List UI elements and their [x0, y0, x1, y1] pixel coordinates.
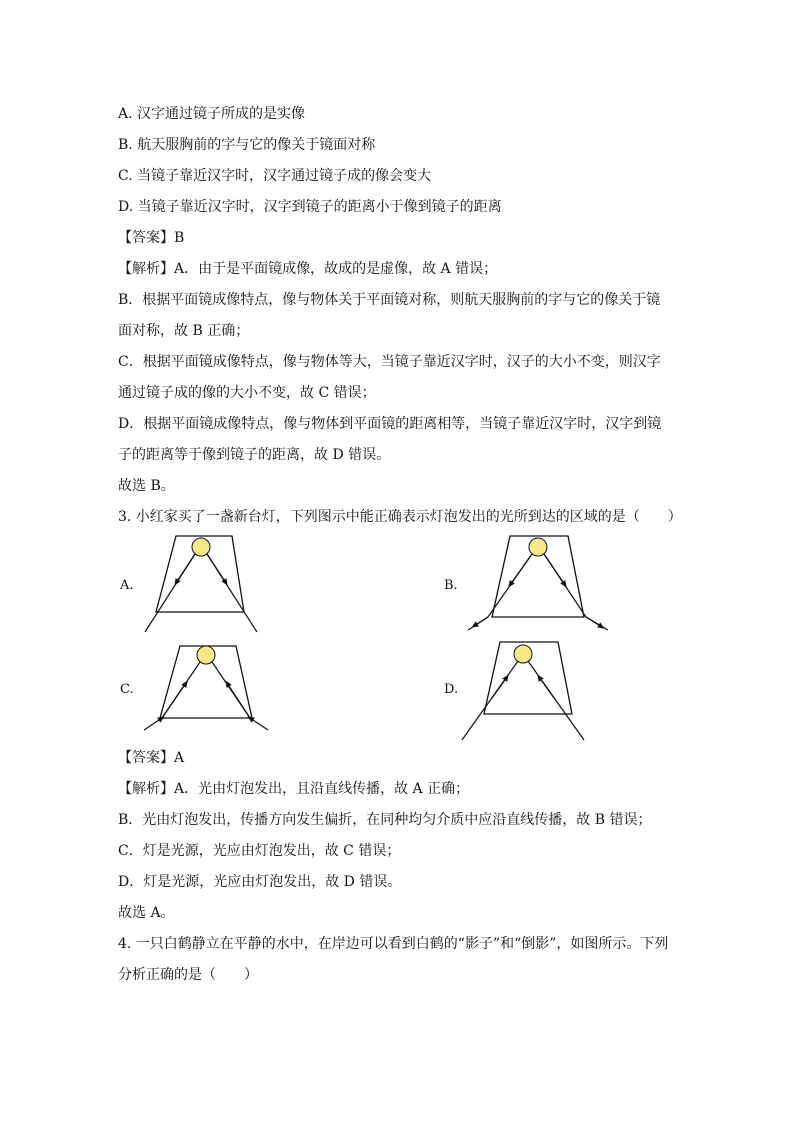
figure-label-b: B. [444, 578, 458, 593]
analysis-q3-line: 【解析】A．光由灯泡发出，且沿直线传播，故 A 正确； [118, 781, 470, 797]
figure-label-a: A. [120, 578, 134, 593]
question-4-line: 4. 一只白鹤静立在平静的水中，在岸边可以看到白鹤的“影子”和“倒影”，如图所示。下列 [118, 936, 669, 952]
ray-arrow [176, 554, 195, 583]
bulb-icon [529, 538, 547, 556]
analysis-q2-line: C．根据平面镜成像特点，像与物体等大，当镜子靠近汉字时，汉子的大小不变，则汉字 [118, 354, 661, 370]
option-a: A. 汉字通过镜子所成的是实像 [118, 106, 306, 122]
ray-arrow [510, 554, 532, 585]
ray-arrow [227, 683, 250, 718]
option-b: B. 航天服胸前的字与它的像关于镜面对称 [118, 137, 376, 153]
ray-arrow [474, 617, 488, 626]
figure-label-d: D. [444, 682, 459, 697]
analysis-q2-line: 面对称，故 B 正确； [118, 323, 250, 339]
lamp-figure-c [140, 640, 270, 740]
light-ray [528, 661, 584, 740]
light-ray [468, 554, 532, 630]
choice-q2: 故选 B。 [118, 478, 175, 494]
analysis-q2-line: 通过镜子成的像的大小不变，故 C 错误； [118, 385, 376, 401]
lamp-figure-b [466, 532, 616, 634]
analysis-q2-line: D．根据平面镜成像特点，像与物体到平面镜的距离相等，当镜子靠近汉字时，汉字到镜 [118, 416, 662, 432]
analysis-q2-line: 【解析】A．由于是平面镜成像，故成的是虚像，故 A 错误； [118, 261, 498, 277]
answer-q3: 【答案】A [118, 750, 185, 766]
ray-arrow [250, 718, 268, 730]
choice-q3: 故选 A。 [118, 905, 175, 921]
ray-arrow [207, 554, 226, 583]
bulb-icon [514, 645, 532, 663]
question-4-line: 分析正确的是（ ） [118, 967, 258, 983]
analysis-q2-line: 子的距离等于像到镜子的距离，故 D 错误。 [118, 447, 391, 463]
ray-arrow [144, 718, 162, 730]
bulb-icon [192, 538, 210, 556]
bulb-icon [197, 646, 215, 664]
ray-arrow [162, 683, 186, 718]
lamp-figure-a [140, 532, 270, 634]
ray-arrow [586, 617, 602, 627]
ray-arrow [539, 677, 554, 698]
question-3: 3. 小红家买了一盏新台灯，下列图示中能正确表示灯泡发出的光所到达的区域的是（ ） [118, 509, 682, 525]
analysis-q2-line: B．根据平面镜成像特点，像与物体关于平面镜对称，则航天服胸前的字与它的像关于镜 [118, 292, 661, 308]
ray-arrow [544, 554, 565, 585]
figure-label-c: C. [120, 682, 134, 697]
analysis-q3-line: D．灯是光源，光应由灯泡发出，故 D 错误。 [118, 874, 402, 890]
light-ray [544, 554, 608, 630]
light-ray [462, 661, 518, 740]
option-d: D. 当镜子靠近汉字时，汉字到镜子的距离小于像到镜子的距离 [118, 199, 502, 215]
lamp-figure-d [462, 636, 592, 740]
option-c: C. 当镜子靠近汉字时，汉字通过镜子成的像会变大 [118, 168, 432, 184]
analysis-q3-line: C．灯是光源，光应由灯泡发出，故 C 错误； [118, 843, 401, 859]
ray-arrow [492, 677, 507, 698]
answer-q2: 【答案】B [118, 230, 185, 246]
analysis-q3-line: B．光由灯泡发出，传播方向发生偏折，在同种均匀介质中应沿直线传播，故 B 错误； [118, 812, 652, 828]
